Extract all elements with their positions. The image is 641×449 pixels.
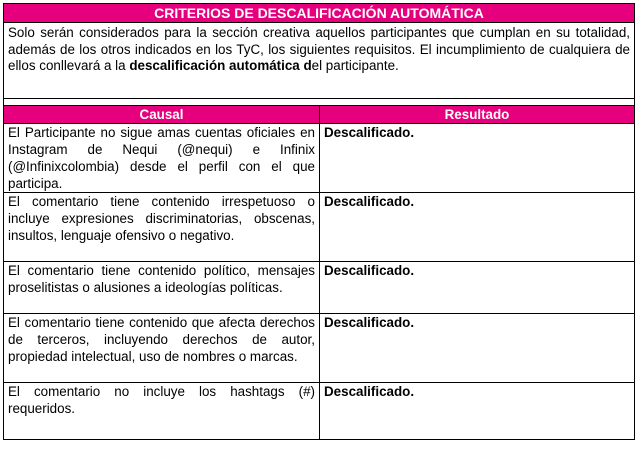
spacer-row — [4, 99, 635, 106]
intro-text-before: Solo serán considerados para la sección creativa aquellos participantes que cumplan en su totalidad, además de los otros indicados en los TyC, los siguientes requisitos. El incumplimiento de cualquiera de ellos conllevará a la — [8, 25, 630, 73]
table-row — [4, 262, 635, 314]
column-header-causal: Causal — [4, 106, 320, 124]
causal-cell: El Participante no sigue amas cuentas oficiales en Instagram de Nequi (@nequi) e Infinix (@Infinixcolombia) desde el perfil con el que participa. — [4, 124, 320, 193]
intro-paragraph — [4, 23, 635, 99]
disqualification-document — [3, 3, 634, 440]
causal-cell: El comentario no incluye los hashtags (#) requeridos. — [4, 383, 320, 440]
column-header-resultado: Resultado — [320, 106, 635, 124]
result-cell: Descalificado. — [320, 314, 635, 383]
title-row — [4, 4, 635, 23]
table-row — [4, 314, 635, 383]
result-cell: Descalificado. — [320, 193, 635, 262]
document-title: CRITERIOS DE DESCALIFICACIÓN AUTOMÁTICA — [4, 4, 635, 23]
spacer-cell — [4, 99, 635, 106]
table-row — [4, 124, 635, 193]
column-header-row — [4, 106, 635, 124]
causal-cell: El comentario tiene contenido político, mensajes proselitistas o alusiones a ideologías políticas. — [4, 262, 320, 314]
table-row — [4, 193, 635, 262]
intro-text-after: el participante. — [311, 58, 399, 73]
intro-row — [4, 23, 635, 99]
intro-bold-text: descalificación automática d — [129, 58, 312, 73]
result-cell: Descalificado. — [320, 383, 635, 440]
result-cell: Descalificado. — [320, 124, 635, 193]
result-cell: Descalificado. — [320, 262, 635, 314]
table-row — [4, 383, 635, 440]
causal-cell: El comentario tiene contenido irrespetuoso o incluye expresiones discriminatorias, obscenas, insultos, lenguaje ofensivo o negativo. — [4, 193, 320, 262]
criteria-table — [3, 3, 635, 440]
causal-cell: El comentario tiene contenido que afecta derechos de terceros, incluyendo derechos de autor, propiedad intelectual, uso de nombres o marcas. — [4, 314, 320, 383]
